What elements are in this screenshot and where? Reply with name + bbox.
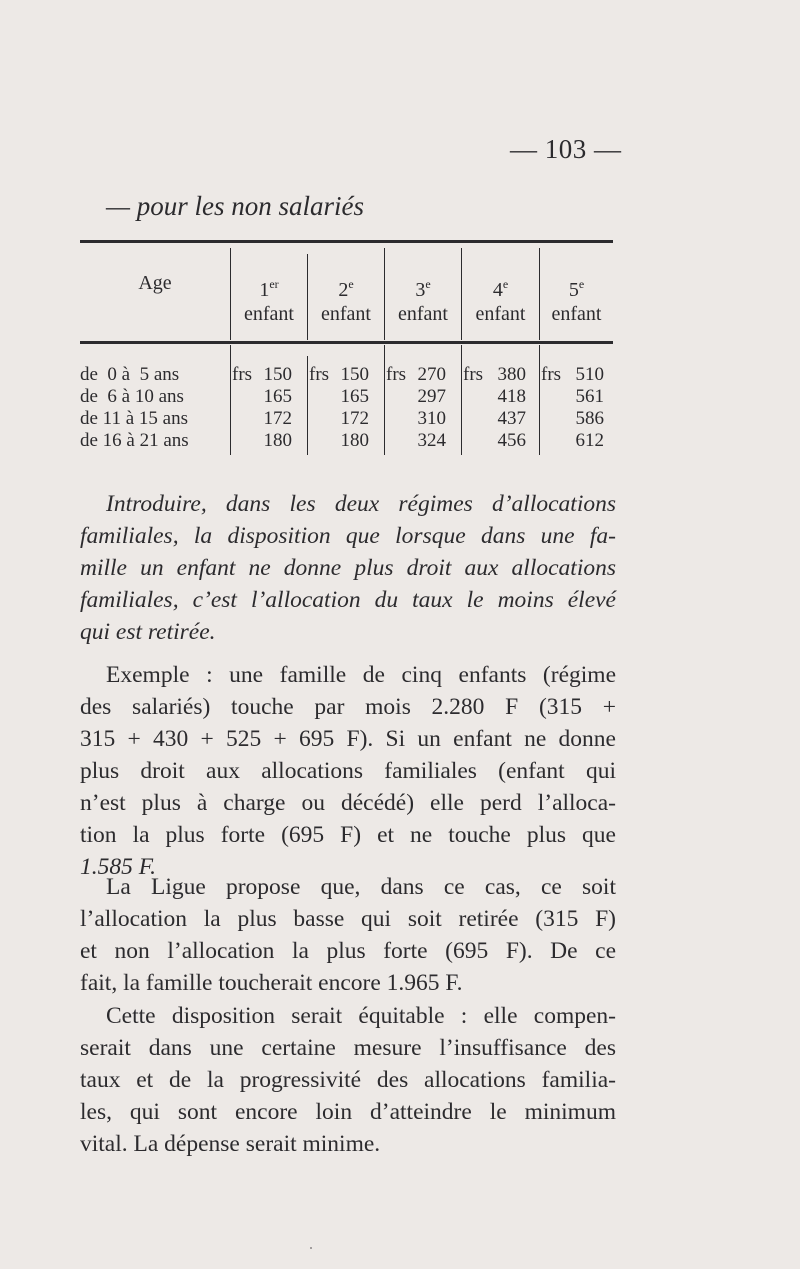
ligue-paragraph <box>80 871 616 999</box>
table-cell: 165 <box>263 386 292 407</box>
text-line: serait dans une certaine mesure l’insuffisance des <box>80 1035 616 1061</box>
table-cell: 165 <box>340 386 369 407</box>
currency-label: frs <box>463 364 484 385</box>
text-line: Exemple : une famille de cinq enfants (régime <box>106 662 616 688</box>
column-ordinal: 1 <box>259 279 270 301</box>
text-line: 1.585 F. <box>80 854 156 880</box>
text-line: familiales, c’est l’allocation du taux le moins élevé <box>80 587 616 613</box>
table-cell: 380 <box>497 364 526 385</box>
column-word: enfant <box>244 303 294 325</box>
table-cell: 561 <box>575 386 604 407</box>
page-number: — 103 — <box>510 134 622 164</box>
table-cell: 172 <box>340 408 369 429</box>
text-line: vital. La dépense serait minime. <box>80 1131 381 1157</box>
text-line: l’allocation la plus basse qui soit retirée (315 F) <box>80 906 616 932</box>
text-line: mille un enfant ne donne plus droit aux allocations <box>80 555 616 581</box>
column-ordinal-suffix: e <box>425 277 431 291</box>
table-cell: 418 <box>497 386 526 407</box>
example-paragraph <box>80 659 616 883</box>
table-cell: 150 <box>263 364 292 385</box>
table-cell: 172 <box>263 408 292 429</box>
table-cell: 180 <box>340 430 369 451</box>
column-ordinal: 2 <box>338 279 349 301</box>
column-word: enfant <box>321 303 371 325</box>
column-ordinal: 3 <box>415 279 426 301</box>
table-cell: 510 <box>575 364 604 385</box>
column-ordinal-suffix: e <box>348 277 354 291</box>
table-cell: 270 <box>417 364 446 385</box>
table-cell: 456 <box>497 430 526 451</box>
text-line: tion la plus forte (695 F) et ne touche plus que <box>80 822 616 848</box>
column-header-child-5 <box>540 272 613 326</box>
column-word: enfant <box>398 303 448 325</box>
text-line: taux et de la progressivité des allocations familia- <box>80 1067 616 1093</box>
age-range: de 6 à 10 ans <box>80 386 184 407</box>
table-cell: 586 <box>575 408 604 429</box>
text-line: n’est plus à charge ou décédé) elle perd l’alloca- <box>80 790 616 816</box>
table-cell: 437 <box>497 408 526 429</box>
column-divider <box>461 345 462 455</box>
age-range: de 11 à 15 ans <box>80 408 188 429</box>
column-header-child-1 <box>231 272 307 326</box>
age-column-header: Age <box>138 272 172 294</box>
column-ordinal-suffix: er <box>269 277 279 291</box>
table-cell: 297 <box>417 386 446 407</box>
text-line: plus droit aux allocations familiales (enfant qui <box>80 758 616 784</box>
column-header-child-4 <box>462 272 539 326</box>
column-divider <box>384 345 385 455</box>
age-range: de 16 à 21 ans <box>80 430 189 451</box>
proposal-paragraph <box>80 488 616 648</box>
table-cell: 150 <box>340 364 369 385</box>
currency-label: frs <box>541 364 562 385</box>
text-line: des salariés) touche par mois 2.280 F (315 + <box>80 694 616 720</box>
disposition-paragraph <box>80 1000 616 1160</box>
section-title: — pour les non salariés <box>106 191 365 221</box>
text-line: qui est retirée. <box>80 619 216 645</box>
text-line: Introduire, dans les deux régimes d’allocations <box>106 491 616 517</box>
column-divider <box>230 345 231 455</box>
table-cell: 310 <box>417 408 446 429</box>
column-word: enfant <box>475 303 526 325</box>
column-divider <box>307 356 308 455</box>
text-line: fait, la famille toucherait encore 1.965 F. <box>80 970 463 996</box>
table-top-rule <box>80 240 613 243</box>
text-line: les, qui sont encore loin d’atteindre le minimum <box>80 1099 616 1125</box>
column-word: enfant <box>551 303 602 325</box>
column-header-child-3 <box>385 272 461 326</box>
text-line: et non l’allocation la plus forte (695 F). De ce <box>80 938 616 964</box>
column-header-child-2 <box>308 272 384 326</box>
column-ordinal: 4 <box>492 279 503 301</box>
currency-label: frs <box>386 364 407 385</box>
currency-label: frs <box>232 364 253 385</box>
column-ordinal-suffix: e <box>502 277 509 291</box>
column-ordinal-suffix: e <box>578 277 585 291</box>
table-header-rule <box>80 341 613 344</box>
text-line: Cette disposition serait équitable : elle compen- <box>106 1003 616 1029</box>
text-line: 315 + 430 + 525 + 695 F). Si un enfant ne donne <box>80 726 616 752</box>
table-cell: 612 <box>575 430 604 451</box>
paper-speck <box>310 1247 312 1249</box>
text-line: familiales, la disposition que lorsque dans une fa- <box>80 523 616 549</box>
table-cell: 180 <box>263 430 292 451</box>
currency-label: frs <box>309 364 330 385</box>
column-divider <box>539 345 540 455</box>
column-ordinal: 5 <box>568 279 579 301</box>
age-range: de 0 à 5 ans <box>80 364 180 385</box>
table-cell: 324 <box>417 430 446 451</box>
text-line: La Ligue propose que, dans ce cas, ce soit <box>106 874 616 900</box>
